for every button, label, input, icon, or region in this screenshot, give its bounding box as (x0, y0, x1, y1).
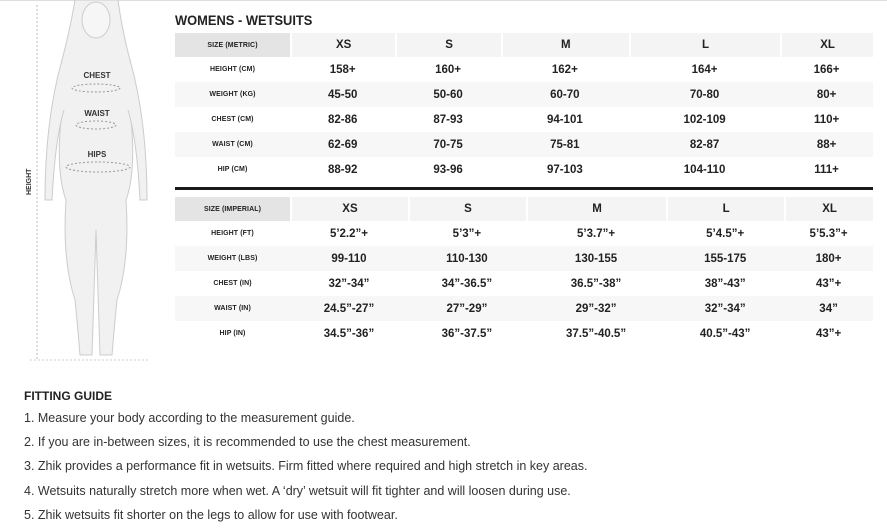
cell-value: 70-75 (395, 132, 500, 157)
cell-value: 5’3”+ (452, 227, 482, 240)
height-label: HEIGHT (26, 168, 33, 195)
cell-value: 34” (784, 296, 873, 321)
cell-value: 5’2.2”+ (329, 227, 368, 240)
table-row (175, 107, 873, 132)
cell-value: 43”+ (815, 327, 842, 340)
table-divider (175, 187, 873, 190)
cell-value: XS (290, 33, 395, 57)
guide-item: 1. Measure your body according to the measurement guide. (24, 411, 355, 425)
cell-value: 99-110 (290, 246, 408, 271)
cell-value: 43”+ (815, 277, 842, 290)
row-label: CHEST (IN) (213, 280, 252, 287)
cell-value: 110-130 (408, 246, 526, 271)
cell-value: 34.5”-36” (323, 327, 375, 340)
guide-item: 3. Zhik provides a performance fit in wetsuits. Firm fitted where required and high stretch in key areas. (24, 459, 588, 474)
row-label: WAIST (CM) (175, 132, 290, 157)
cell-value: 80+ (780, 82, 873, 107)
cell-value: 102-109 (683, 113, 726, 126)
cell-value: 29”-32” (526, 296, 666, 321)
table-row (175, 246, 873, 271)
row-label: WEIGHT (KG) (175, 82, 290, 107)
cell-value: 111+ (814, 163, 839, 176)
cell-value: M (526, 197, 666, 221)
cell-value: 5’3.7”+ (577, 227, 616, 240)
cell-value: 110+ (813, 113, 840, 126)
cell-value: XL (784, 197, 873, 221)
cell-value: L (629, 33, 780, 57)
cell-value: 38”-43” (704, 277, 746, 290)
cell-value: 32”-34” (666, 296, 784, 321)
cell-value: 75-81 (501, 132, 629, 157)
cell-value: 180+ (784, 246, 873, 271)
cell-value: 97-103 (546, 163, 583, 176)
cell-value: 162+ (551, 63, 578, 76)
cell-value: 87-93 (433, 113, 463, 126)
cell-value: 36.5”-38” (570, 277, 622, 290)
table-header-row (175, 197, 873, 221)
cell-value: XL (780, 33, 873, 57)
fitting-guide-title: FITTING GUIDE (24, 389, 112, 403)
cell-value: 27”-29” (408, 296, 526, 321)
table-row (175, 321, 873, 346)
cell-value: 34”-36.5” (441, 277, 493, 290)
row-label: HIP (IN) (219, 330, 246, 337)
table-row (175, 157, 873, 182)
cell-value: 50-60 (395, 82, 500, 107)
cell-value: S (408, 197, 526, 221)
table-row (175, 57, 873, 82)
table-header-row (175, 33, 873, 57)
row-label: CHEST (CM) (211, 116, 254, 123)
cell-value: 164+ (691, 63, 718, 76)
guide-item: 2. If you are in-between sizes, it is recommended to use the chest measurement. (24, 435, 471, 450)
cell-value: 88+ (780, 132, 873, 157)
cell-value: 5’5.3”+ (809, 227, 848, 240)
cell-value: 93-96 (433, 163, 463, 176)
cell-value: 36”-37.5” (441, 327, 493, 340)
cell-value: 45-50 (290, 82, 395, 107)
table-row (175, 296, 873, 321)
cell-value: 24.5”-27” (290, 296, 408, 321)
table-row (175, 221, 873, 246)
cell-value: M (501, 33, 629, 57)
guide-item: 4. Wetsuits naturally stretch more when wet. A ‘dry’ wetsuit will fit tighter and will loosen during use. (24, 483, 571, 498)
cell-value: 88-92 (327, 163, 358, 176)
metric-size-table (175, 33, 873, 182)
cell-value: 37.5”-40.5” (565, 327, 627, 340)
cell-value: 82-87 (629, 132, 780, 157)
table-row (175, 271, 873, 296)
cell-value: 82-86 (327, 113, 358, 126)
cell-value: 60-70 (501, 82, 629, 107)
hips-label: HIPS (87, 150, 107, 159)
cell-value: 70-80 (629, 82, 780, 107)
cell-value: 158+ (329, 63, 356, 76)
table-row (175, 132, 873, 157)
page-title: WOMENS - WETSUITS (175, 12, 313, 28)
cell-value: L (666, 197, 784, 221)
row-label: HEIGHT (CM) (209, 66, 256, 73)
row-label: WAIST (IN) (175, 296, 290, 321)
table-row (175, 82, 873, 107)
fitting-guide (24, 389, 587, 532)
cell-value: 104-110 (683, 163, 726, 176)
body-measurement-figure (0, 0, 175, 370)
cell-value: 130-155 (526, 246, 666, 271)
row-label: SIZE (IMPERIAL) (175, 197, 290, 221)
cell-value: 166+ (813, 63, 840, 76)
waist-label: WAIST (84, 109, 110, 118)
imperial-size-table (175, 197, 873, 346)
cell-value: 32”-34” (328, 277, 370, 290)
row-label: HEIGHT (FT) (211, 230, 254, 237)
cell-value: 40.5”-43” (699, 327, 751, 340)
cell-value: XS (290, 197, 408, 221)
cell-value: 160+ (435, 63, 461, 76)
cell-value: 62-69 (290, 132, 395, 157)
cell-value: S (395, 33, 500, 57)
row-label: WEIGHT (LBS) (175, 246, 290, 271)
guide-item: 5. Zhik wetsuits fit shorter on the legs to allow for use with footwear. (24, 507, 398, 522)
cell-value: 5’4.5”+ (706, 227, 745, 240)
cell-value: 155-175 (666, 246, 784, 271)
row-label: HIP (CM) (217, 166, 248, 173)
chest-label: CHEST (83, 71, 111, 80)
row-label: SIZE (METRIC) (175, 33, 290, 57)
cell-value: 94-101 (546, 113, 583, 126)
